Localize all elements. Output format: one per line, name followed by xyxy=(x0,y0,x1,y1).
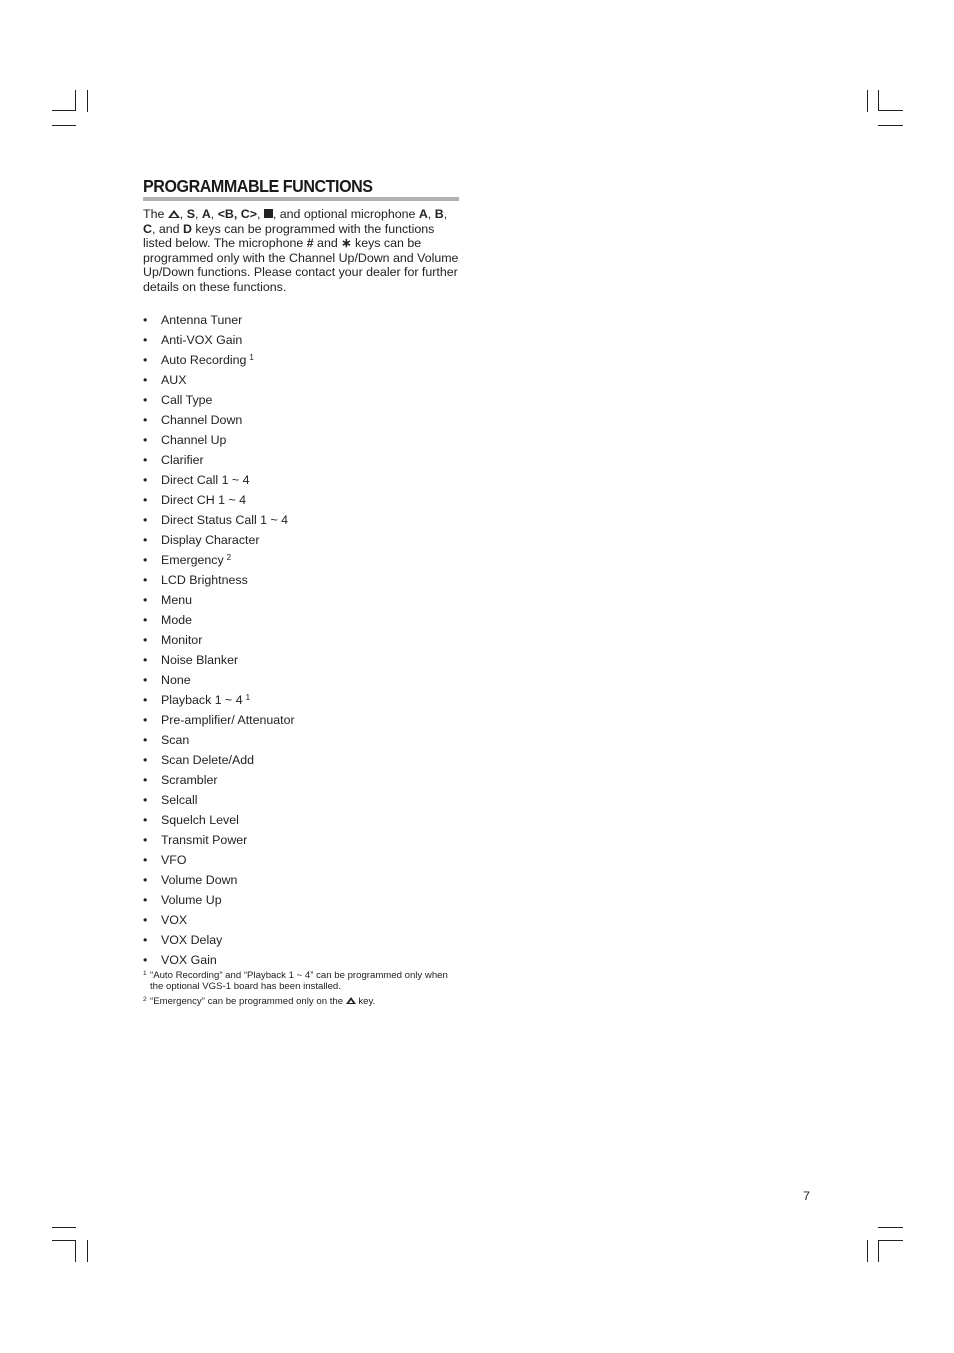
crop-mark xyxy=(878,1240,903,1241)
bullet-icon: • xyxy=(143,693,148,707)
intro-text: keys can be programmed only with the Channel Up/Down and Volume Up/Down functions. Please contact your dealer for further details on these functions. xyxy=(143,236,459,294)
list-item xyxy=(143,850,295,870)
list-item-label: Channel Down xyxy=(161,413,243,427)
bullet-icon: • xyxy=(143,413,148,427)
list-item xyxy=(143,670,295,690)
bullet-icon: • xyxy=(143,373,148,387)
list-item-label: VOX Gain xyxy=(161,953,217,967)
list-item xyxy=(143,930,295,950)
intro-text: , xyxy=(194,207,202,221)
bullet-icon: • xyxy=(143,773,148,787)
list-item-label: Auto Recording xyxy=(161,353,247,367)
list-item xyxy=(143,790,295,810)
list-item-label: Menu xyxy=(161,593,192,607)
bullet-icon: • xyxy=(143,533,148,547)
bullet-icon: • xyxy=(143,333,148,347)
square-key-icon xyxy=(264,209,273,218)
list-item-label: Selcall xyxy=(161,793,198,807)
list-item xyxy=(143,470,295,490)
footnote-ref: 2 xyxy=(226,553,232,562)
bullet-icon: • xyxy=(143,393,148,407)
list-item xyxy=(143,590,295,610)
list-item xyxy=(143,510,295,530)
crop-mark xyxy=(87,90,88,112)
crop-mark xyxy=(75,1240,76,1262)
bullet-icon: • xyxy=(143,613,148,627)
intro-text: , xyxy=(256,207,264,221)
footnote-text-before: “Emergency” can be programmed only on the xyxy=(150,996,346,1007)
bullet-icon: • xyxy=(143,493,148,507)
intro-text: , xyxy=(427,207,435,221)
footnote-text-after: key. xyxy=(355,996,376,1007)
list-item xyxy=(143,750,295,770)
key-label: <B, C> xyxy=(217,207,257,221)
list-item-label: Noise Blanker xyxy=(161,653,239,667)
list-item xyxy=(143,710,295,730)
bullet-icon: • xyxy=(143,593,148,607)
crop-mark xyxy=(878,110,903,111)
intro-text: , xyxy=(179,207,187,221)
list-item-label: Direct Status Call 1 ~ 4 xyxy=(161,513,289,527)
list-item-label: AUX xyxy=(161,373,187,387)
intro-text: , and xyxy=(151,221,183,236)
crop-mark xyxy=(878,1240,879,1262)
list-item-label: LCD Brightness xyxy=(161,573,248,587)
list-item-label: Antenna Tuner xyxy=(161,313,243,327)
list-item-label: Direct CH 1 ~ 4 xyxy=(161,493,247,507)
list-item-label: Transmit Power xyxy=(161,833,248,847)
list-item xyxy=(143,950,295,970)
list-item xyxy=(143,770,295,790)
list-item-label: Volume Up xyxy=(161,893,222,907)
list-item-label: None xyxy=(161,673,191,687)
bullet-icon: • xyxy=(143,833,148,847)
list-item xyxy=(143,830,295,850)
bullet-icon: • xyxy=(143,453,148,467)
bullet-icon: • xyxy=(143,433,148,447)
crop-mark xyxy=(52,1227,76,1228)
list-item-label: Channel Up xyxy=(161,433,227,447)
crop-mark xyxy=(867,1240,868,1262)
list-item-label: Scan Delete/Add xyxy=(161,753,254,767)
list-item-label: Emergency xyxy=(161,553,224,567)
crop-mark xyxy=(878,125,903,126)
list-item-label: Scan xyxy=(161,733,190,747)
bullet-icon: • xyxy=(143,813,148,827)
crop-mark xyxy=(878,1227,903,1228)
bullet-icon: • xyxy=(143,573,148,587)
crop-mark xyxy=(867,90,868,112)
list-item xyxy=(143,870,295,890)
list-item-label: Clarifier xyxy=(161,453,204,467)
footnote-mark: 1 xyxy=(143,970,147,977)
list-item-label: Scrambler xyxy=(161,773,218,787)
list-item-label: Direct Call 1 ~ 4 xyxy=(161,473,250,487)
list-item-label: VFO xyxy=(161,853,187,867)
list-item xyxy=(143,730,295,750)
list-item-label: VOX Delay xyxy=(161,933,223,947)
intro-paragraph xyxy=(143,207,461,295)
list-item-label: Anti-VOX Gain xyxy=(161,333,243,347)
list-item xyxy=(143,550,295,570)
bullet-icon: • xyxy=(143,913,148,927)
crop-mark xyxy=(52,125,76,126)
list-item xyxy=(143,310,295,330)
key-label: S xyxy=(186,207,195,221)
list-item xyxy=(143,410,295,430)
emergency-key-icon xyxy=(346,997,356,1004)
crop-mark xyxy=(878,90,879,111)
bullet-icon: • xyxy=(143,653,148,667)
list-item-label: Playback 1 ~ 4 xyxy=(161,693,243,707)
footnote-ref: 1 xyxy=(249,353,254,362)
key-label: B xyxy=(434,207,444,221)
function-list xyxy=(143,310,295,970)
list-item xyxy=(143,370,295,390)
bullet-icon: • xyxy=(143,313,148,327)
list-item-label: Volume Down xyxy=(161,873,238,887)
bullet-icon: • xyxy=(143,893,148,907)
intro-text: The xyxy=(143,207,168,221)
list-item xyxy=(143,810,295,830)
list-item xyxy=(143,350,295,370)
list-item xyxy=(143,690,295,710)
list-item-label: Monitor xyxy=(161,633,203,647)
list-item xyxy=(143,890,295,910)
key-label: C xyxy=(143,221,152,236)
crop-mark xyxy=(52,1240,76,1241)
bullet-icon: • xyxy=(143,353,148,367)
intro-text: and xyxy=(313,236,342,251)
emergency-key-icon xyxy=(168,210,180,218)
footnote-text: “Auto Recording” and “Playback 1 ~ 4” can be programmed only when the optional VGS-1 board has been installed. xyxy=(150,970,448,992)
list-item xyxy=(143,570,295,590)
intro-text: , and optional microphone xyxy=(272,207,419,221)
bullet-icon: • xyxy=(143,513,148,527)
footnote-text xyxy=(143,996,463,1007)
key-label: D xyxy=(182,221,192,236)
bullet-icon: • xyxy=(143,953,148,967)
bullet-icon: • xyxy=(143,873,148,887)
list-item-label: VOX xyxy=(161,913,188,927)
list-item-label: Pre-amplifier/ Attenuator xyxy=(161,713,295,727)
intro-text: keys can be programmed with the functions listed below. The microphone xyxy=(143,221,435,251)
list-item-label: Display Character xyxy=(161,533,260,547)
list-item xyxy=(143,330,295,350)
list-item xyxy=(143,490,295,510)
list-item xyxy=(143,630,295,650)
list-item xyxy=(143,910,295,930)
footnote-2 xyxy=(143,996,463,1007)
bullet-icon: • xyxy=(143,853,148,867)
list-item xyxy=(143,450,295,470)
list-item-label: Mode xyxy=(161,613,192,627)
section-title: PROGRAMMABLE FUNCTIONS xyxy=(143,176,373,196)
crop-mark xyxy=(87,1240,88,1262)
bullet-icon: • xyxy=(143,473,148,487)
intro-text: , xyxy=(443,207,448,221)
intro-text: , xyxy=(210,207,218,221)
list-item xyxy=(143,430,295,450)
bullet-icon: • xyxy=(143,753,148,767)
footnote-ref: 1 xyxy=(245,693,251,702)
bullet-icon: • xyxy=(143,553,148,567)
list-item-label: Squelch Level xyxy=(161,813,239,827)
bullet-icon: • xyxy=(143,673,148,687)
asterisk-key-icon: ∗ xyxy=(341,236,352,251)
list-item xyxy=(143,650,295,670)
list-item xyxy=(143,610,295,630)
crop-mark xyxy=(75,90,76,111)
bullet-icon: • xyxy=(143,633,148,647)
bullet-icon: • xyxy=(143,933,148,947)
key-label: # xyxy=(306,236,314,251)
list-item-label: Call Type xyxy=(161,393,213,407)
list-item xyxy=(143,390,295,410)
crop-mark xyxy=(52,110,76,111)
key-label: A xyxy=(418,207,428,221)
bullet-icon: • xyxy=(143,713,148,727)
footnote-1 xyxy=(143,970,463,992)
page-number: 7 xyxy=(803,1189,810,1203)
title-underline xyxy=(143,197,459,201)
bullet-icon: • xyxy=(143,733,148,747)
key-label: A xyxy=(201,207,211,221)
list-item xyxy=(143,530,295,550)
bullet-icon: • xyxy=(143,793,148,807)
footnote-mark: 2 xyxy=(143,996,147,1003)
